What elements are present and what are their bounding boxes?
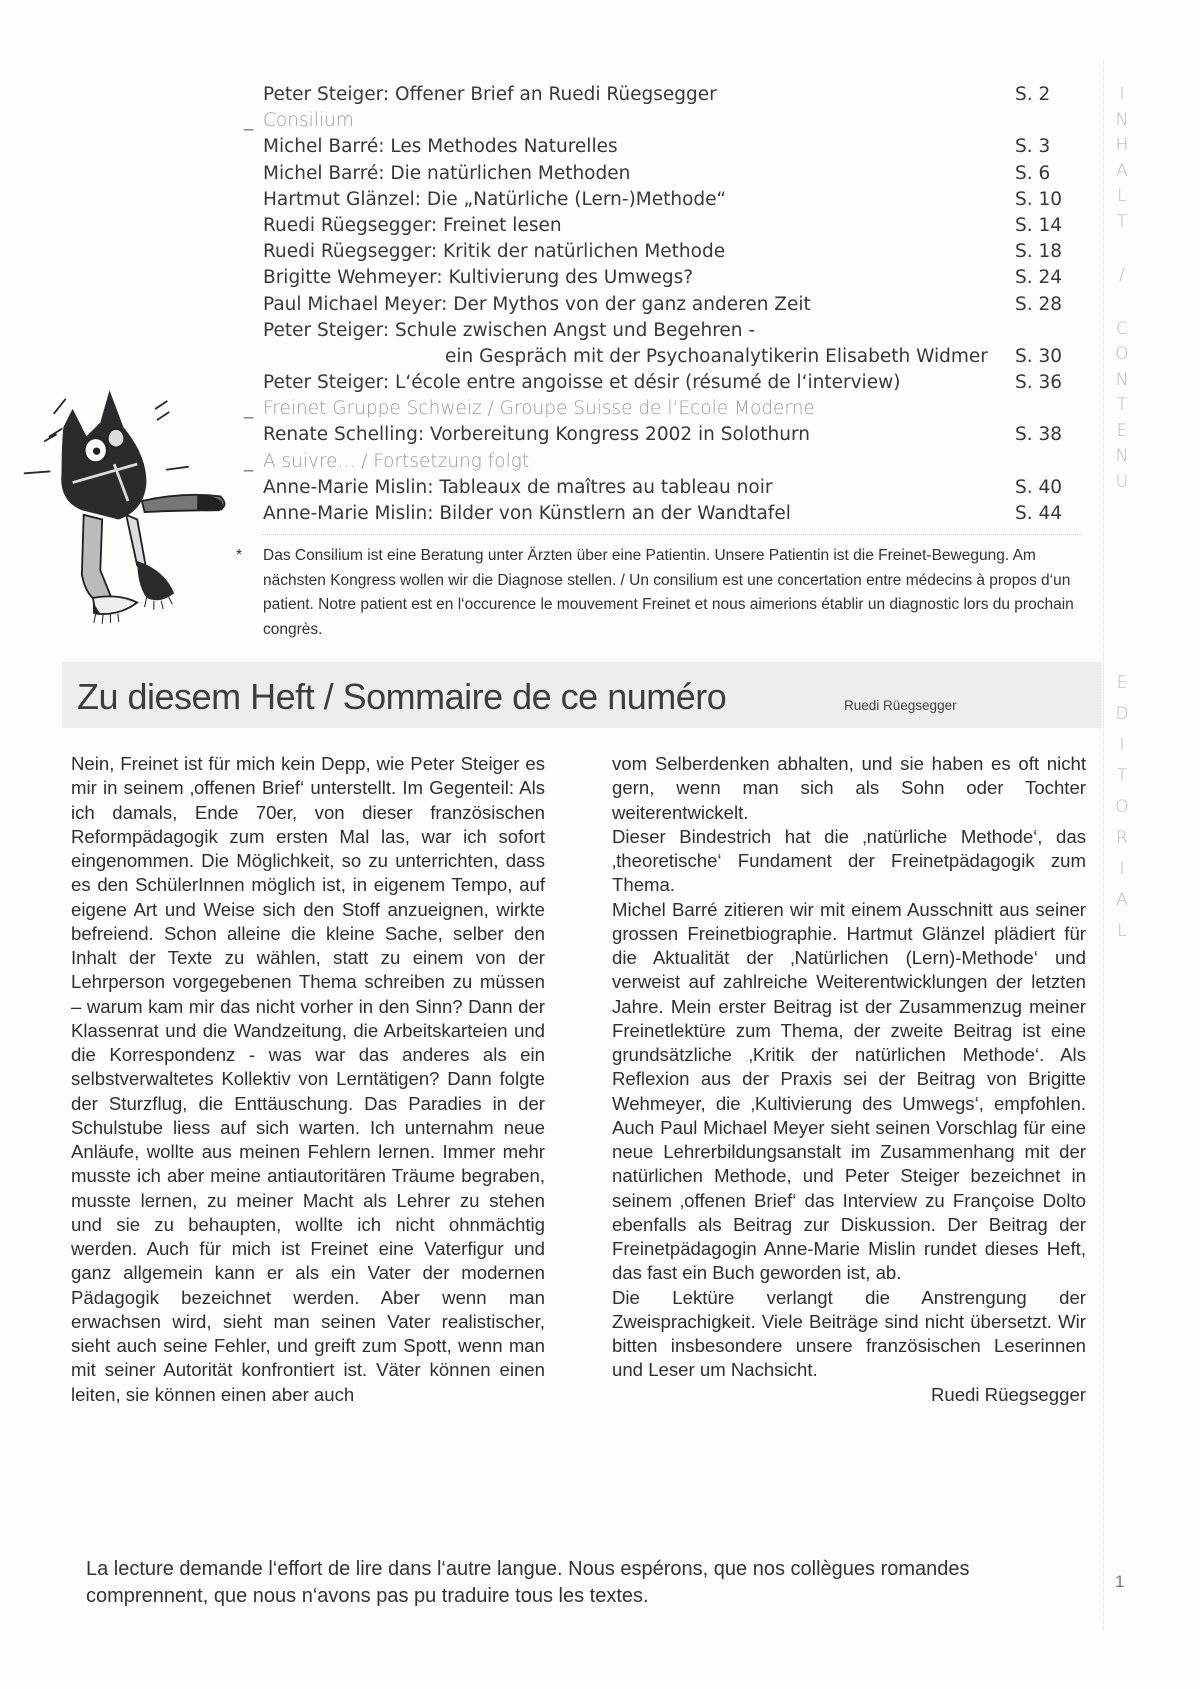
cat-drawing-illustration bbox=[8, 366, 248, 636]
side-label-editorial bbox=[1110, 668, 1134, 947]
toc-entry-page: S. 28 bbox=[1015, 293, 1063, 315]
toc-entry-title: Ruedi Rüegsegger: Kritik der natürlichen Methode bbox=[263, 241, 726, 263]
toc-entry-page: S. 6 bbox=[1015, 162, 1051, 184]
toc-entry-title: Peter Steiger: L‘école entre angoisse et désir (résumé de l‘interview) bbox=[263, 372, 901, 394]
toc-entry[interactable] bbox=[263, 161, 1075, 187]
toc-entry-title: Peter Steiger: Schule zwischen Angst und Begehren - bbox=[263, 319, 756, 341]
toc-entry-title: Renate Schelling: Vorbereitung Kongress 2002 in Solothurn bbox=[263, 424, 810, 446]
section-marker: _ bbox=[244, 450, 254, 472]
toc-entry[interactable] bbox=[263, 501, 1075, 527]
cat-leg-left bbox=[82, 515, 112, 603]
toc-entry-title: Michel Barré: Die natürlichen Methoden bbox=[263, 162, 631, 184]
toc-entry[interactable] bbox=[263, 239, 1075, 265]
toc-section-title: A suivre... / Fortsetzung folgt bbox=[263, 450, 530, 472]
toc-entry-title: Brigitte Wehmeyer: Kultivierung des Umwegs? bbox=[263, 267, 694, 289]
editorial-column-right bbox=[612, 752, 1086, 1407]
toc-entry[interactable] bbox=[263, 422, 1075, 448]
side-label-contents bbox=[1110, 82, 1134, 495]
paragraph: Dieser Bindestrich hat die ‚natürliche Methode‘, das ‚theoretische‘ Fundament der Freinetpädagogik zum Thema. bbox=[612, 825, 1086, 896]
toc-entry[interactable] bbox=[263, 265, 1075, 291]
section-marker: _ bbox=[244, 110, 254, 132]
toc-entry-page: S. 44 bbox=[1015, 503, 1063, 524]
side-letter: U bbox=[1115, 471, 1129, 492]
side-letter: T bbox=[1116, 395, 1128, 415]
toc-section-heading bbox=[244, 449, 1075, 475]
toc-entry[interactable] bbox=[263, 82, 1075, 108]
toc-entry-title: Hartmut Glänzel: Die „Natürliche (Lern-)Methode“ bbox=[263, 188, 727, 210]
side-letter: R bbox=[1116, 828, 1128, 848]
toc-entry[interactable] bbox=[263, 187, 1075, 213]
toc-section-title: Consilium bbox=[263, 110, 354, 132]
side-letter: N bbox=[1115, 369, 1129, 390]
paragraph: Michel Barré zitieren wir mit einem Ausschnitt aus seiner grossen Freinetbiographie. Hartmut Glänzel plädiert für die Aktualität der ‚Natürlichen (Lern)-Methode‘ und verweist auf zahlreiche Weiterentwicklungen der letzten Jahre. Mein erster Beitrag ist der Zusammenzug meiner Freinetlektüre zum Thema, der zweite Beitrag ist eine grundsätzliche ‚Kritik der natürlichen Methode‘. Als Reflexion aus der Praxis sei der Beitrag von Brigitte Wehmeyer, die ‚Kultivierung des Umwegs‘, empfohlen. Auch Paul Michael Meyer sieht seinen Vorschlag für eine neue Lehrerbildungsanstalt im Zusammenhang mit der natürlichen Methode, und Peter Steiger bezeichnet in seinem ‚offenen Brief‘ das Interview zu Françoise Dolto ebenfalls als Beitrag zur Diskussion. Der Beitrag der Freinetpädagogin Anne-Marie Mislin rundet dieses Heft, das fast ein Buch geworden ist, ab. bbox=[612, 898, 1086, 1284]
signature: Ruedi Rüegsegger bbox=[930, 1383, 1086, 1405]
side-letter: L bbox=[1117, 921, 1127, 941]
editorial-title: Zu diesem Heft / Sommaire de ce numéro bbox=[77, 676, 727, 717]
section-marker: _ bbox=[244, 398, 254, 420]
cat-leg-right bbox=[126, 515, 146, 570]
toc-entry-title: Anne-Marie Mislin: Bilder von Künstlern an der Wandtafel bbox=[263, 503, 791, 524]
side-letter: / bbox=[1119, 265, 1125, 285]
side-letter: A bbox=[1116, 890, 1128, 910]
whisker-marks-right bbox=[156, 401, 169, 419]
editorial-heading bbox=[62, 662, 1102, 728]
toc-entry-page: S. 40 bbox=[1015, 476, 1063, 498]
side-letter: N bbox=[1115, 109, 1129, 130]
toc-entry-page: S. 14 bbox=[1015, 214, 1063, 236]
toc-entry-page: S. 3 bbox=[1015, 136, 1051, 158]
paragraph: vom Selberdenken abhalten, und sie haben es oft nicht gern, wenn man sich als Sohn oder Tochter weiterentwickelt. bbox=[612, 753, 1086, 823]
paragraph: Nein, Freinet ist für mich kein Depp, wie Peter Steiger es mir in seinem ‚offenen Brief‘ unterstellt. Im Gegenteil: Als ich damals, Ende 70er, von dieser französischen Reformpädagogik zum ersten Mal las, war ich sofort eingenommen. Die Möglichkeit, so zu unterrichten, dass es den SchülerInnen möglich ist, in eigenem Tempo, auf eigene Art und Weise sich den Stoff anzueignen, wirkte befreiend. Schon alleine die kleine Sache, selber den Inhalt der Texte zu wählen, statt zu einem von der Lehrperson vorgegebenen Thema schreiben zu müssen – warum kam mir das nicht vorher in den Sinn? Dann der Klassenrat und die Wandzeitung, die Arbeitskarteien und die Korrespondenz - was war das anderes als ein selbstverwaltetes Kollektiv von Lerntätigen? Dann folgte der Sturzflug, die Enttäuschung. Das Paradies in der Schulstube liess auf sich warten. Ich unternahm neue Anläufe, wollte aus meinen Fehlern lernen. Immer mehr musste ich aber meine antiautoritären Träume begraben, musste lernen, zu meiner Macht als Lehrer zu stehen und sie zu behaupten, wollte ich nicht ohnmächtig werden. Auch für mich ist Freinet eine Vaterfigur und ganz allgemein kann er als ein Vater der modernen Pädagogik bezeichnet werden. Aber wenn man erwachsen wird, sieht man seinen Vater realistischer, sieht auch seine Fehler, und greift zum Spott, wenn man mit seiner Autorität konfrontiert ist. Väter können einen leiten, sie können einen aber auch bbox=[71, 753, 545, 1405]
side-letter: A bbox=[1116, 160, 1128, 181]
side-letter: N bbox=[1115, 446, 1129, 466]
side-letter: T bbox=[1116, 211, 1128, 232]
side-letter: C bbox=[1116, 318, 1128, 339]
toc-entry[interactable] bbox=[263, 213, 1075, 239]
side-letter: T bbox=[1116, 766, 1128, 786]
side-letter: E bbox=[1116, 673, 1128, 693]
toc-entry-title: ein Gespräch mit der Psychoanalytikerin Elisabeth Widmer bbox=[445, 345, 988, 367]
side-letter: O bbox=[1115, 797, 1129, 817]
cat-foot-left bbox=[93, 596, 137, 614]
toc-entry-page: S. 36 bbox=[1015, 372, 1063, 394]
french-note: La lecture demande l‘effort de lire dans l‘autre langue. Nous espérons, que nos collègues romandes comprennent, que nous n‘avons pas pu traduire tous les textes. bbox=[86, 1558, 970, 1607]
side-letter: H bbox=[1115, 135, 1129, 155]
footnote-text: Das Consilium ist eine Beratung unter Ärzten über eine Patientin. Unsere Patientin ist die Freinet-Bewegung. Am nächsten Kongress wollen wir die Diagnose stellen. / Un consilium est une concertation entre médecins à propos d‘un patient. Notre patient est en l‘occurence le mouvement Freinet et nous aimerions établir un diagnostic lors du prochain congrès. bbox=[263, 547, 1074, 638]
toc-entry-page: S. 24 bbox=[1015, 267, 1063, 289]
page-number: 1 bbox=[1115, 1572, 1125, 1591]
whisker-marks-left bbox=[45, 399, 65, 441]
toc-section-heading bbox=[244, 108, 1075, 134]
editorial-author: Ruedi Rüegsegger bbox=[844, 698, 957, 713]
toc-entry-page: S. 38 bbox=[1015, 424, 1063, 446]
toc-entry-title: Ruedi Rüegsegger: Freinet lesen bbox=[263, 214, 562, 236]
side-letter: O bbox=[1115, 344, 1129, 364]
side-letter: E bbox=[1116, 420, 1128, 441]
cat-foot-right bbox=[137, 561, 174, 600]
toc-entry-page: S. 2 bbox=[1015, 84, 1051, 105]
toc-entry-page: S. 18 bbox=[1015, 241, 1063, 263]
paragraph: Die Lektüre verlangt die Anstrengung der Zweisprachigkeit. Viele Beiträge sind nicht übersetzt. Wir bitten insbesondere unsere französischen Leserinnen und Leser um Nachsicht. bbox=[612, 1286, 1086, 1381]
toc-entry-continuation[interactable] bbox=[263, 344, 1075, 370]
toc-entry-title: Paul Michael Meyer: Der Mythos von der ganz anderen Zeit bbox=[263, 293, 811, 315]
editorial-column-left bbox=[71, 752, 545, 1407]
side-letter: L bbox=[1117, 186, 1127, 206]
toc-section-heading bbox=[244, 396, 1075, 422]
side-letter: I bbox=[1119, 859, 1125, 879]
side-letter: I bbox=[1119, 735, 1125, 755]
footnote-marker: * bbox=[236, 547, 243, 564]
toc-entry-page: S. 10 bbox=[1015, 188, 1063, 210]
toc-entry-title: Peter Steiger: Offener Brief an Ruedi Rüegsegger bbox=[263, 84, 717, 105]
toc-entry-title: Anne-Marie Mislin: Tableaux de maîtres au tableau noir bbox=[263, 476, 773, 498]
toc-entry[interactable] bbox=[263, 292, 1075, 318]
toc-divider bbox=[262, 534, 1082, 535]
toc-entry[interactable] bbox=[263, 370, 1075, 396]
toc-entry[interactable] bbox=[263, 318, 1075, 344]
toc-entry-title: Michel Barré: Les Methodes Naturelles bbox=[263, 136, 618, 158]
toc-entry[interactable] bbox=[263, 475, 1075, 501]
toc-entry[interactable] bbox=[263, 134, 1075, 160]
margin-rule bbox=[1103, 60, 1104, 1630]
cat-pupil-left bbox=[93, 447, 100, 454]
toc-section-title: Freinet Gruppe Schweiz / Groupe Suisse de l‘Ecole Moderne bbox=[263, 398, 815, 420]
side-letter: I bbox=[1119, 84, 1125, 104]
side-letter: D bbox=[1115, 704, 1129, 724]
table-of-contents bbox=[244, 82, 1075, 527]
toc-entry-page: S. 30 bbox=[1015, 345, 1063, 367]
cat-eye-right bbox=[108, 429, 125, 447]
